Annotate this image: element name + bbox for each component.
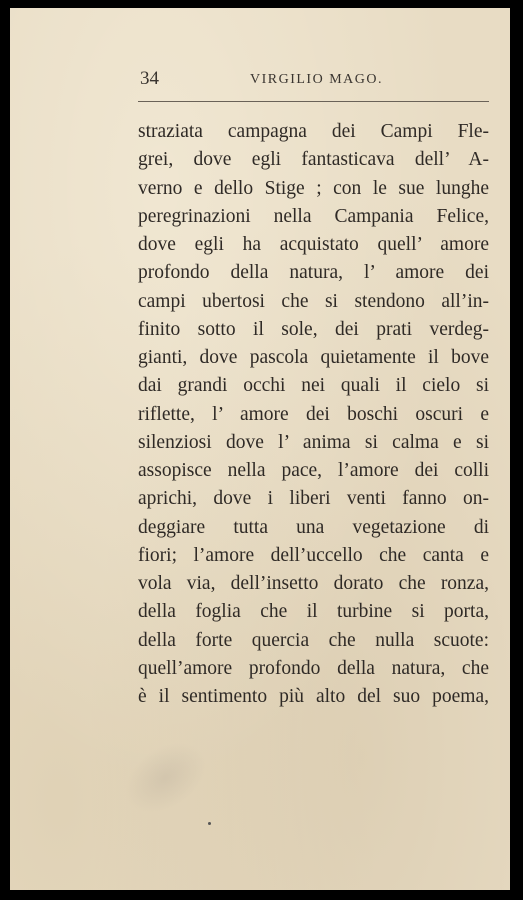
text-line: campi ubertosi che si stendono all’in- xyxy=(138,290,489,312)
text-line: finito sotto il sole, dei prati verdeg- xyxy=(138,318,489,340)
running-title: VIRGILIO MAGO. xyxy=(250,72,383,87)
page-header xyxy=(138,68,488,98)
text-line: assopisce nella pace, l’amore dei colli xyxy=(138,460,489,481)
ink-spot xyxy=(208,822,211,825)
header-rule xyxy=(138,101,489,102)
text-line: dai grandi occhi nei quali il cielo si xyxy=(138,375,489,397)
book-page xyxy=(10,8,510,890)
text-line: verno e dello Stige ; con le sue lunghe xyxy=(138,177,489,199)
paper-smudge xyxy=(111,728,219,829)
text-line: è il sentimento più alto del suo poema, xyxy=(138,686,489,707)
text-line: della forte quercia che nulla scuote: xyxy=(138,629,489,651)
page-number: 34 xyxy=(140,68,159,89)
text-line: dove egli ha acquistato quell’ amore xyxy=(138,234,489,255)
body-text xyxy=(138,118,489,711)
text-line: riflette, l’ amore dei boschi oscuri e xyxy=(138,403,489,425)
text-line: fiori; l’amore dell’uccello che canta e xyxy=(138,544,489,566)
text-line: quell’amore profondo della natura, che xyxy=(138,657,489,679)
text-line: grei, dove egli fantasticava dell’ A- xyxy=(138,149,489,171)
text-line: della foglia che il turbine si porta, xyxy=(138,601,489,623)
text-line: profondo della natura, l’ amore dei xyxy=(138,262,489,284)
text-line: aprichi, dove i liberi venti fanno on- xyxy=(138,488,489,510)
text-line: peregrinazioni nella Campania Felice, xyxy=(138,205,489,227)
text-line: vola via, dell’insetto dorato che ronza, xyxy=(138,573,489,594)
text-line: deggiare tutta una vegetazione di xyxy=(138,516,489,538)
text-line: silenziosi dove l’ anima si calma e si xyxy=(138,431,489,453)
text-line: gianti, dove pascola quietamente il bove xyxy=(138,347,489,368)
text-line: straziata campagna dei Campi Fle- xyxy=(138,121,489,142)
